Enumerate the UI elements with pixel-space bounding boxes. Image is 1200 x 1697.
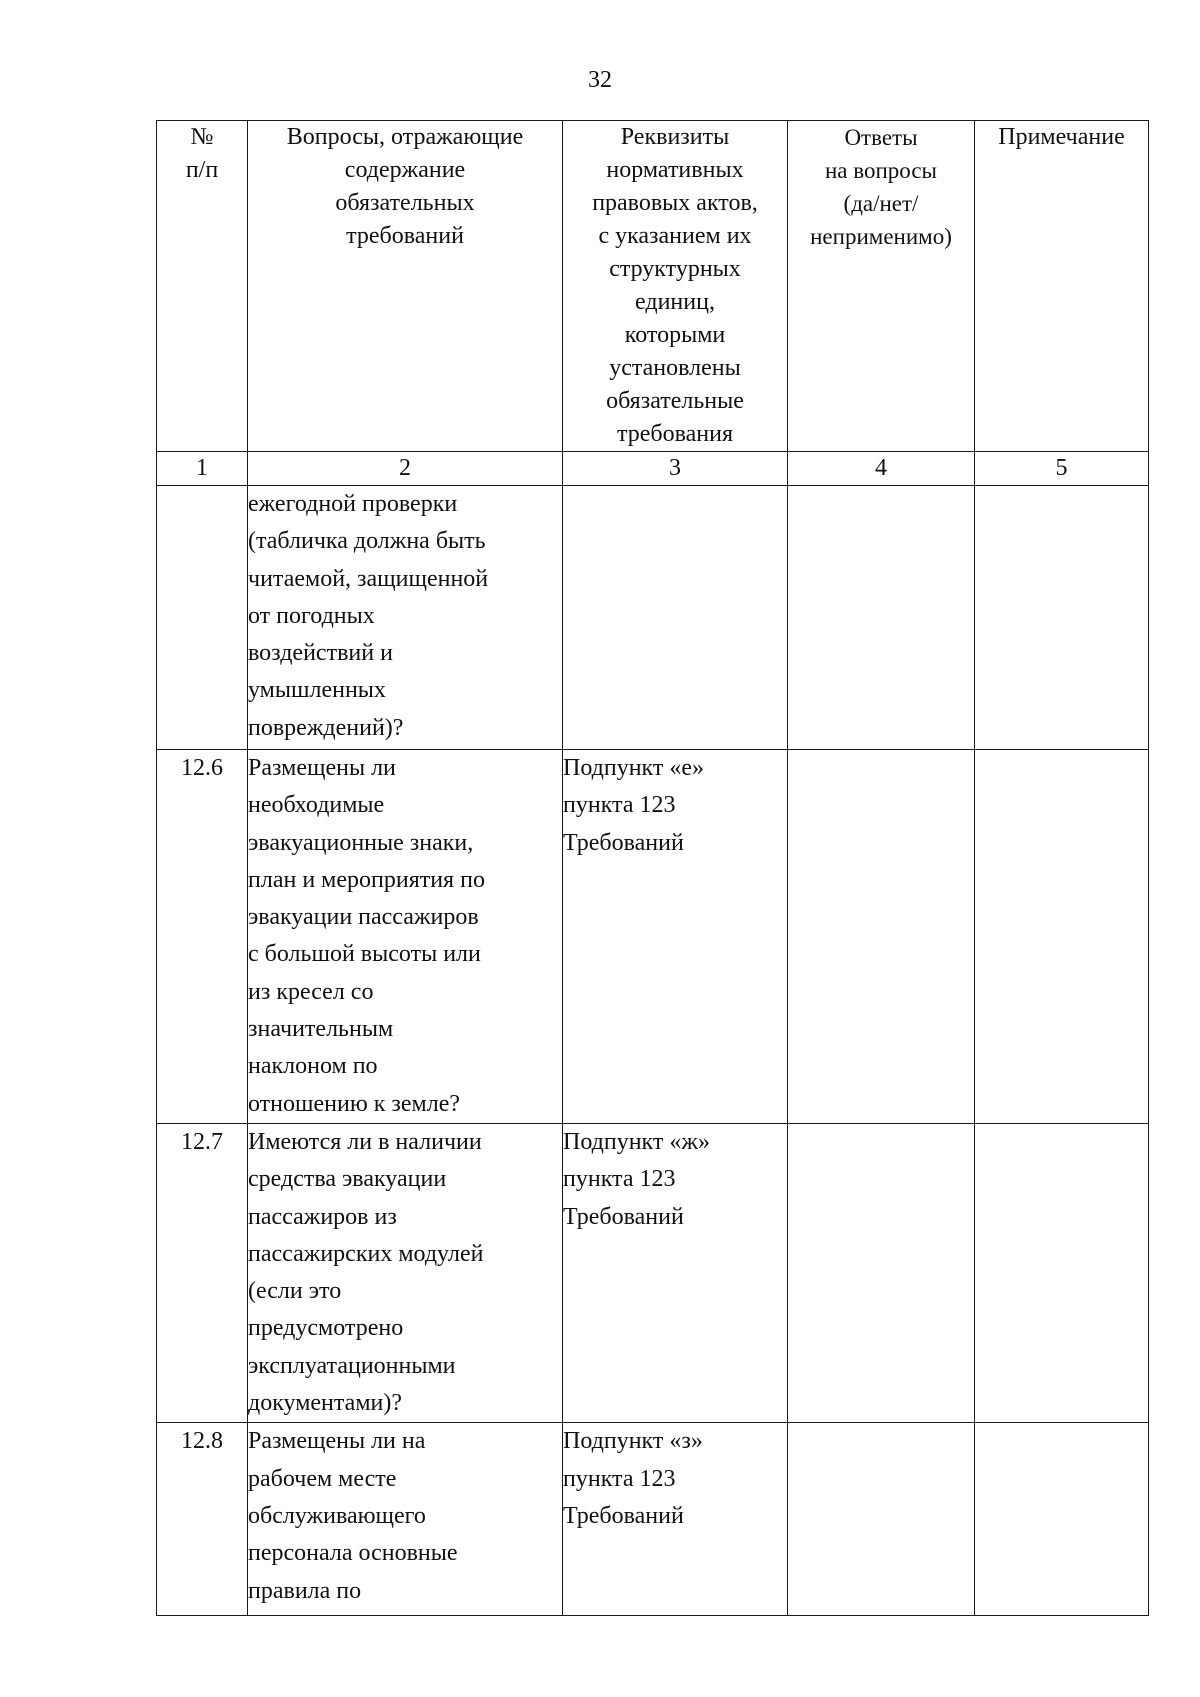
header-row: [157, 121, 1149, 452]
column-number: 2: [248, 452, 563, 486]
header-number: № п/п: [157, 121, 248, 452]
row-number: 12.6: [157, 750, 248, 1124]
table-body: [157, 486, 1149, 1616]
column-number-row: [157, 452, 1149, 486]
requirements-checklist-table: [156, 120, 1149, 1616]
table-row: [157, 1423, 1149, 1616]
row-number: [157, 486, 248, 750]
table-row: [157, 1124, 1149, 1423]
question-cell: Имеются ли в наличии средства эвакуации пассажиров из пассажирских модулей (если это предусмотрено эксплуатационными документами)?: [248, 1124, 563, 1423]
header-questions: Вопросы, отражающие содержание обязательных требований: [248, 121, 563, 452]
column-number: 3: [563, 452, 788, 486]
column-number: 1: [157, 452, 248, 486]
page-number: 32: [588, 67, 612, 93]
answer-cell: [788, 1124, 975, 1423]
header-legal-references: Реквизиты нормативных правовых актов, с указанием их структурных единиц, которыми установлены обязательные требования: [563, 121, 788, 452]
question-cell: Размещены ли на рабочем месте обслуживающего персонала основные правила по: [248, 1423, 563, 1616]
header-note: Примечание: [975, 121, 1149, 452]
note-cell: [975, 486, 1149, 750]
header-answers: Ответы на вопросы (да/нет/ неприменимо): [788, 121, 975, 452]
note-cell: [975, 1124, 1149, 1423]
row-number: 12.8: [157, 1423, 248, 1616]
reference-cell: [563, 486, 788, 750]
answer-cell: [788, 1423, 975, 1616]
column-number: 5: [975, 452, 1149, 486]
reference-cell: Подпункт «з» пункта 123 Требований: [563, 1423, 788, 1616]
note-cell: [975, 750, 1149, 1124]
reference-cell: Подпункт «е» пункта 123 Требований: [563, 750, 788, 1124]
column-number: 4: [788, 452, 975, 486]
note-cell: [975, 1423, 1149, 1616]
reference-cell: Подпункт «ж» пункта 123 Требований: [563, 1124, 788, 1423]
table-row: [157, 486, 1149, 750]
answer-cell: [788, 486, 975, 750]
table-header: [157, 121, 1149, 486]
answer-cell: [788, 750, 975, 1124]
question-cell: ежегодной проверки (табличка должна быть читаемой, защищенной от погодных воздействий и умышленных повреждений)?: [248, 486, 563, 750]
table-row: [157, 750, 1149, 1124]
question-cell: Размещены ли необходимые эвакуационные знаки, план и мероприятия по эвакуации пассажиров с большой высоты или из кресел со значительным наклоном по отношению к земле?: [248, 750, 563, 1124]
row-number: 12.7: [157, 1124, 248, 1423]
